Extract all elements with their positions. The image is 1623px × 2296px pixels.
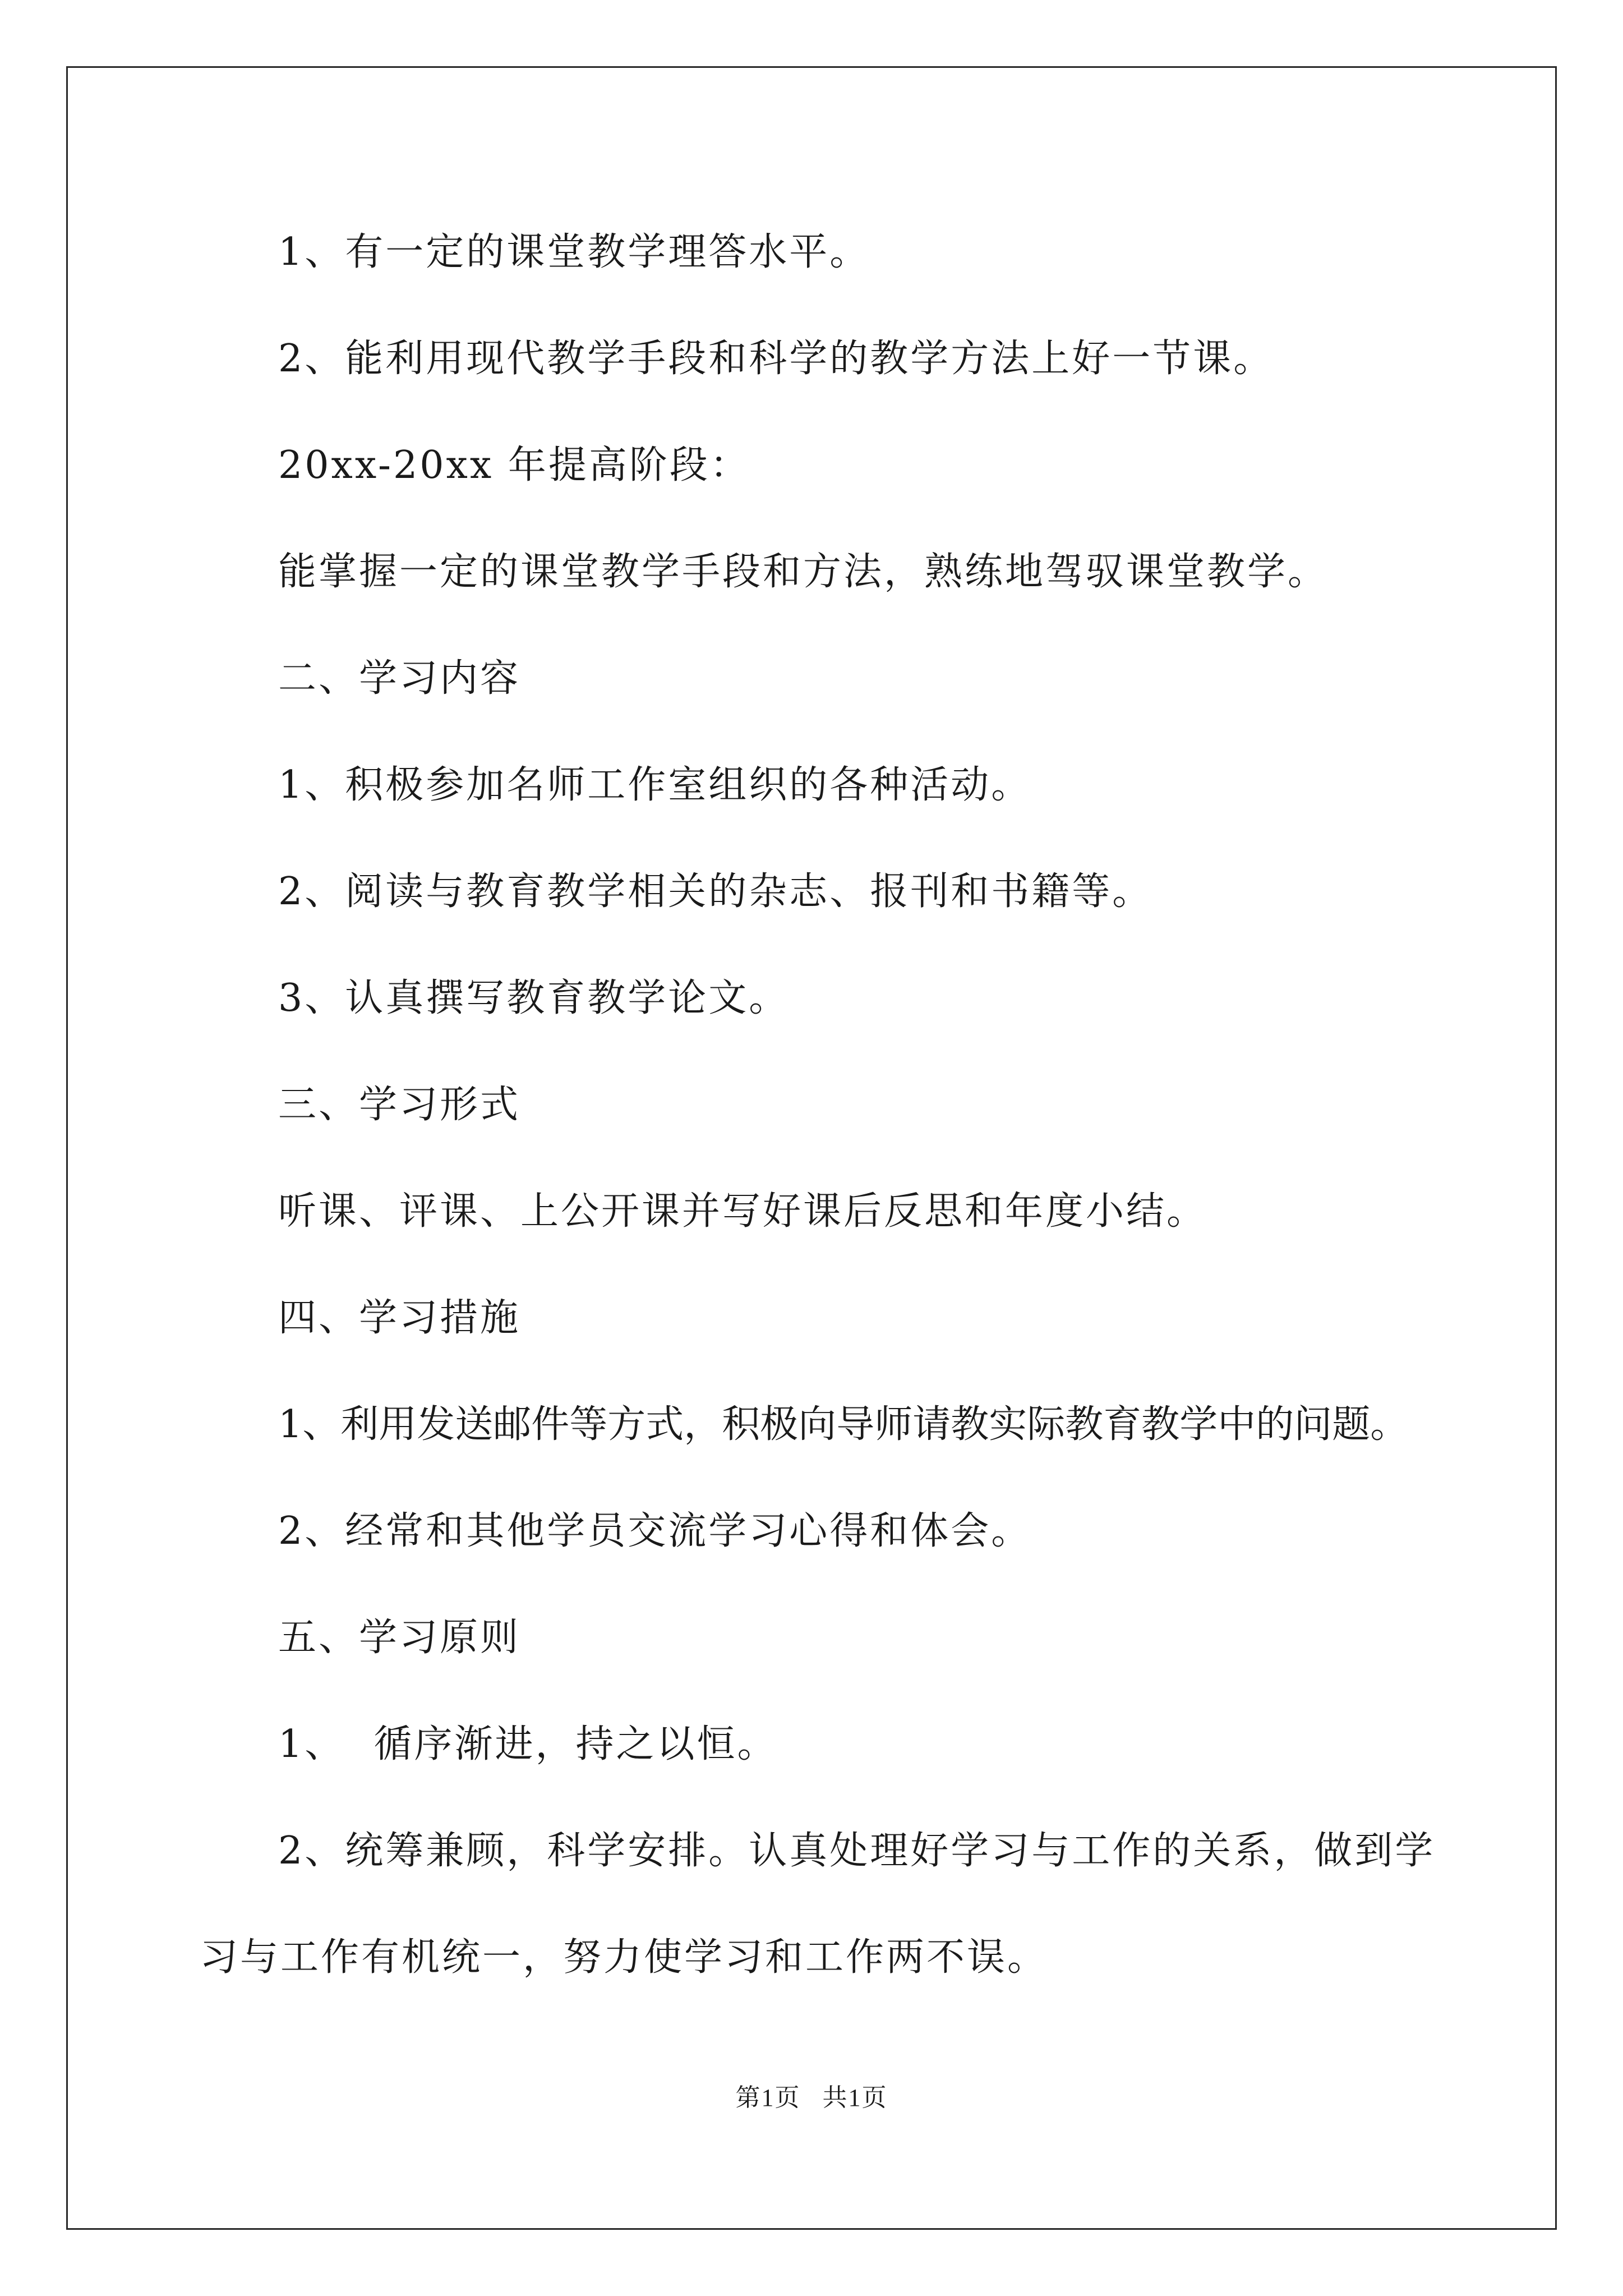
paragraph: 2、经常和其他学员交流学习心得和体会。 xyxy=(278,1509,1032,1553)
page-footer: 第1页 共1页 xyxy=(735,2084,888,2111)
paragraph-continuation: 习与工作有机统一，努力使学习和工作两不误。 xyxy=(200,1935,1048,1980)
paragraph: 2、能利用现代教学手段和科学的教学方法上好一节课。 xyxy=(278,337,1274,381)
paragraph: 1、利用发送邮件等方式，积极向导师请教实际教育教学中的问题。 xyxy=(278,1402,1409,1447)
paragraph: 2、阅读与教育教学相关的杂志、报刊和书籍等。 xyxy=(278,869,1153,914)
section-heading: 五、学习原则 xyxy=(278,1616,521,1660)
paragraph: 能掌握一定的课堂教学手段和方法，熟练地驾驭课堂教学。 xyxy=(278,550,1329,594)
section-heading: 四、学习措施 xyxy=(278,1296,521,1340)
paragraph: 1、有一定的课堂教学理答水平。 xyxy=(278,230,870,274)
section-heading: 三、学习形式 xyxy=(278,1083,521,1127)
paragraph: 3、认真撰写教育教学论文。 xyxy=(278,976,790,1020)
page-border xyxy=(66,66,1557,2230)
paragraph: 1、积极参加名师工作室组织的各种活动。 xyxy=(278,763,1032,807)
paragraph: 听课、评课、上公开课并写好课后反思和年度小结。 xyxy=(278,1189,1207,1234)
paragraph: 20xx-20xx 年提高阶段： xyxy=(278,443,750,487)
paragraph: 1、 循序渐进，持之以恒。 xyxy=(278,1722,778,1766)
section-heading: 二、学习内容 xyxy=(278,656,521,701)
paragraph: 2、统筹兼顾，科学安排。认真处理好学习与工作的关系，做到学 xyxy=(278,1829,1436,1873)
